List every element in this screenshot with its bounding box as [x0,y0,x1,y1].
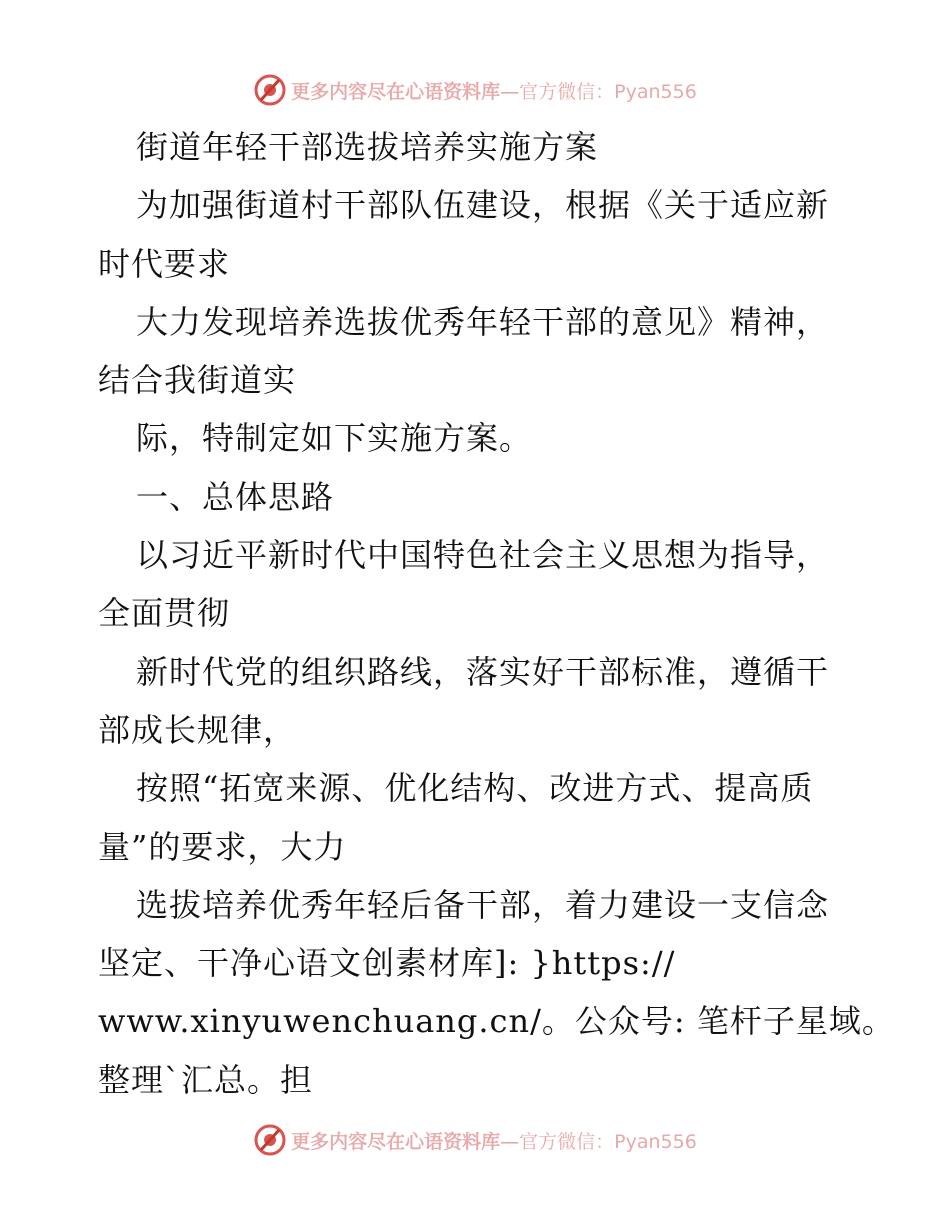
document-title: 街道年轻干部选拔培养实施方案 [136,128,599,166]
paragraph-line: 新时代党的组织路线，落实好干部标准，遵循干 [136,652,830,691]
paragraph-line: 选拔培养优秀年轻后备干部，着力建设一支信念 [136,885,830,924]
watermark-site: 更多内容尽在心语资料库 [291,1130,501,1153]
watermark-text [291,77,697,104]
paragraph-line: 大力发现培养选拔优秀年轻干部的意见》精神， [136,302,830,341]
watermark-contact: 官方微信：Pyan556 [519,80,697,103]
header-watermark [0,70,950,110]
section-heading: 一、总体思路 [136,477,335,516]
paragraph-line: 部成长规律， [98,710,297,749]
pen-logo-icon [253,1123,287,1157]
paragraph-line: 按照“拓宽来源、优化结构、改进方式、提高质 [136,769,814,808]
document-body [98,118,895,1109]
footer-watermark [0,1120,950,1160]
paragraph-line: 坚定、干净心语文创素材库]: }https:// [98,944,676,983]
pen-logo-icon [253,73,287,107]
watermark-contact: 官方微信：Pyan556 [519,1130,697,1153]
paragraph-line: 时代要求 [98,244,231,283]
watermark-separator: — [500,1130,520,1153]
paragraph-line: 整理`汇总。担 [98,1060,314,1099]
paragraph-line: 全面贯彻 [98,594,231,633]
paragraph-line: 结合我街道实 [98,361,297,400]
paragraph-line: 际，特制定如下实施方案。 [136,419,533,458]
paragraph-line: 以习近平新时代中国特色社会主义思想为指导， [136,536,830,575]
paragraph-line: 为加强街道村干部队伍建设，根据《关于适应新 [136,186,830,225]
watermark-text [291,1127,697,1154]
paragraph-line: www.xinyuwenchuang.cn/。公众号: 笔杆子星域。 [98,1002,895,1041]
paragraph-line: 量”的要求，大力 [98,827,347,866]
watermark-separator: — [500,80,520,103]
watermark-site: 更多内容尽在心语资料库 [291,80,501,103]
